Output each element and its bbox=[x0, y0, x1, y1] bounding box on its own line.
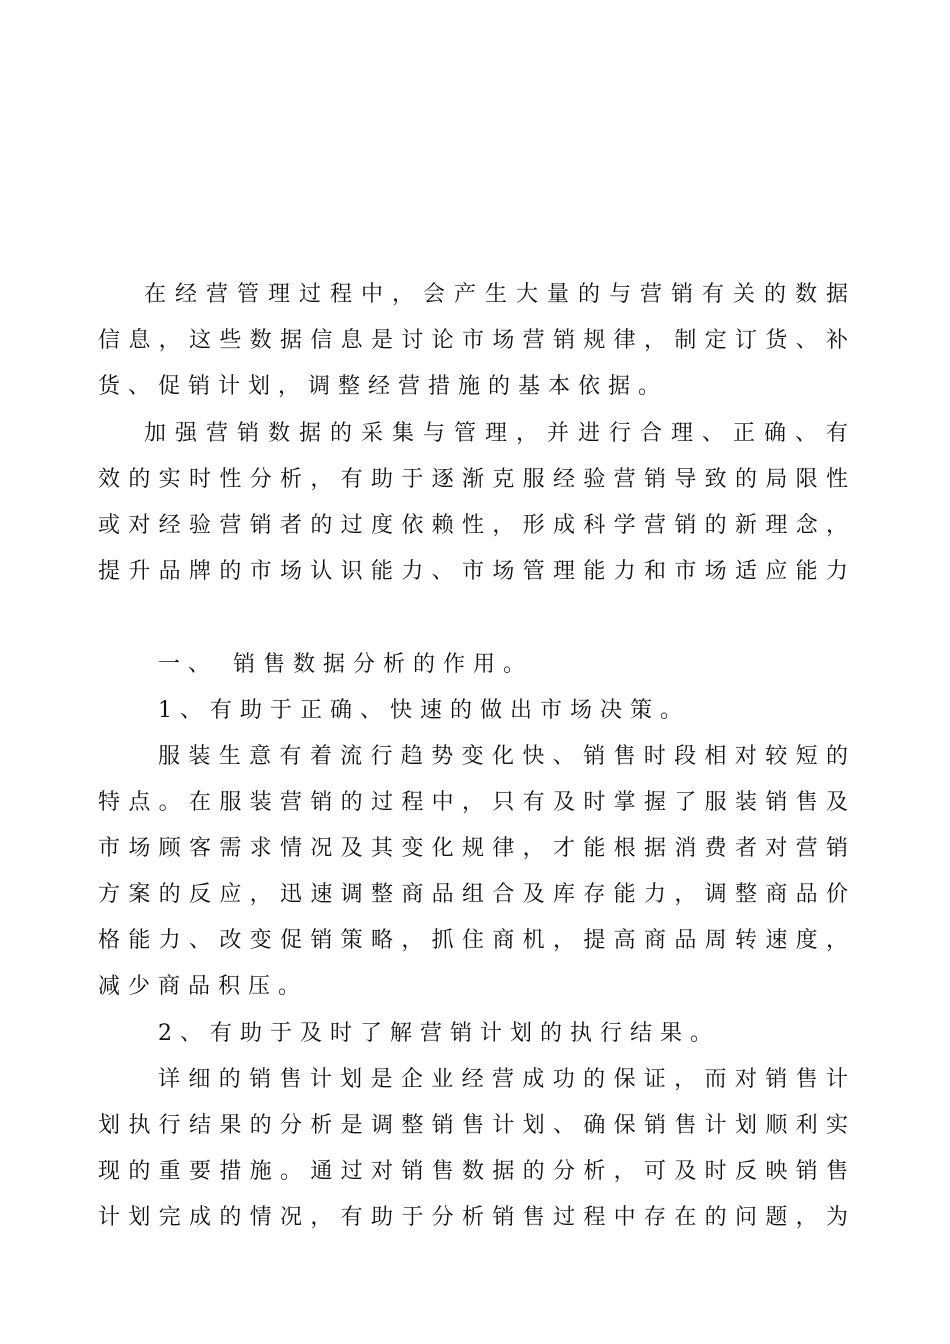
item2-body-line-3: 现的重要措施。通过对销售数据的分析，可及时反映销售 bbox=[98, 1159, 848, 1184]
intro-p1-line-3: 货、促销计划，调整经营措施的基本依据。 bbox=[98, 374, 669, 399]
intro-p2-line-3: 或对经验营销者的过度依赖性，形成科学营销的新理念， bbox=[98, 513, 848, 538]
intro-p2-line-4: 提升品牌的市场认识能力、市场管理能力和市场适应能力 bbox=[98, 559, 848, 584]
intro-p2-line-2: 效的实时性分析，有助于逐渐克服经验营销导致的局限性 bbox=[98, 467, 848, 492]
item1-body-line-5: 格能力、改变促销策略，抓住商机，提高商品周转速度， bbox=[98, 928, 848, 953]
intro-p1-line-1: 在经营管理过程中，会产生大量的与营销有关的数据 bbox=[144, 282, 848, 307]
item2-body-line-1: 详细的销售计划是企业经营成功的保证，而对销售计 bbox=[158, 1067, 848, 1092]
item1-body-line-3: 市场顾客需求情况及其变化规律，才能根据消费者对营销 bbox=[98, 836, 848, 861]
intro-p2-line-1: 加强营销数据的采集与管理，并进行合理、正确、有 bbox=[144, 421, 848, 446]
item2-body-line-4: 计划完成的情况，有助于分析销售过程中存在的问题，为 bbox=[98, 1205, 848, 1230]
item1-title: 1、有助于正确、快速的做出市场决策。 bbox=[158, 698, 690, 723]
item1-body-line-1: 服装生意有着流行趋势变化快、销售时段相对较短的 bbox=[158, 744, 848, 769]
item1-body-line-4: 方案的反应，迅速调整商品组合及库存能力，调整商品价 bbox=[98, 882, 848, 907]
section-heading: 一、 销售数据分析的作用。 bbox=[158, 652, 533, 677]
item2-body-line-2: 划执行结果的分析是调整销售计划、确保销售计划顺利实 bbox=[98, 1113, 848, 1138]
item1-body-line-2: 特点。在服装营销的过程中，只有及时掌握了服装销售及 bbox=[98, 790, 848, 815]
intro-p1-line-2: 信息，这些数据信息是讨论市场营销规律，制定订货、补 bbox=[98, 328, 848, 353]
item2-title: 2、有助于及时了解营销计划的执行结果。 bbox=[158, 1021, 720, 1046]
item1-body-line-6: 减少商品积压。 bbox=[98, 974, 309, 999]
